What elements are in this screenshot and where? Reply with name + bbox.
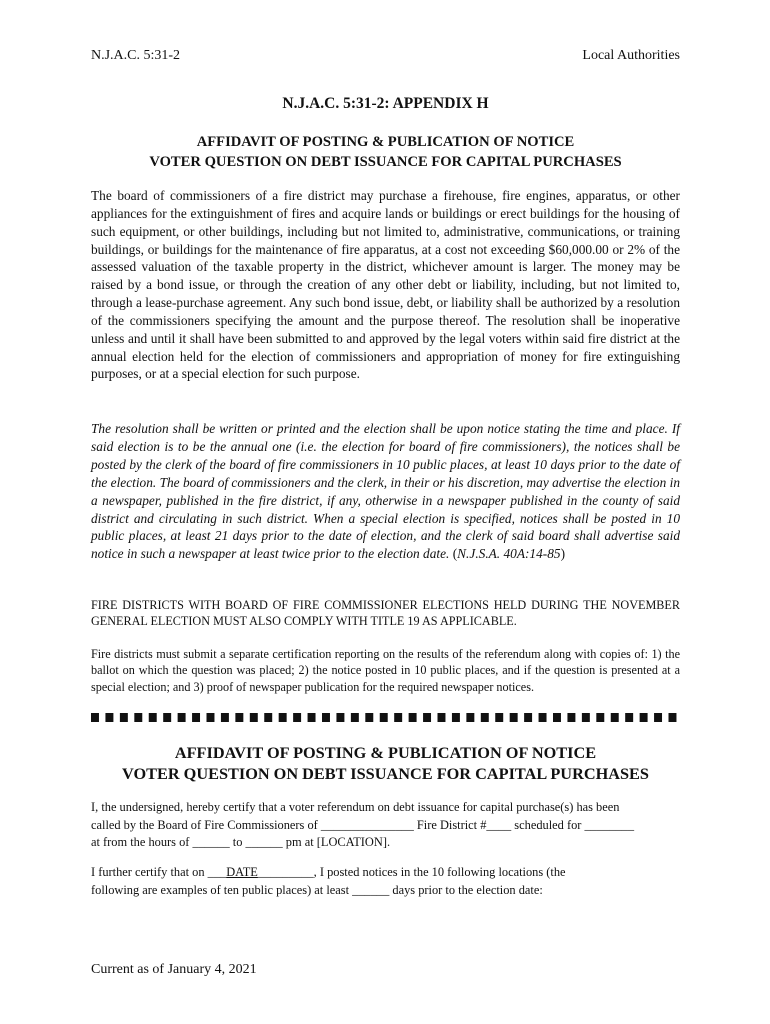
page-footer: Current as of January 4, 2021 xyxy=(91,962,257,977)
notice-text: The resolution shall be written or printed and the election shall be upon notice stating the time and place. If said election is to be the annual one (i.e. the election for board of fire commissioners), the notices shall be posted by the clerk of the board of fire commissioners in 10 public places, at least 10 days prior to the date of the election. The board of commissioners and the clerk, in their or his discretion, may advertise the election in a newspaper, published in the fire district, if any, otherwise in a newspaper published in the county of said district and circulating in such district. When a special election is specified, notices shall be posted in 10 public places, at least 21 days prior to the date of election, and the clerk of said board shall advertise said notice in such a newspaper at least twice prior to the election date. xyxy=(91,421,680,562)
certification-line-2: called by the Board of Fire Commissioners of _______________ Fire District #____ scheduled for ________ xyxy=(91,817,635,832)
page-subtitle xyxy=(91,133,680,172)
citation-close: ) xyxy=(560,546,566,562)
statute-paragraph: The board of commissioners of a fire district may purchase a firehouse, fire engines, apparatus, or other appliances for the extinguishment of fires and acquire lands or buildings or erect buildings for the housing of such equipment, or other buildings, including but not limited to, administrative, communications, or training buildings, or buildings for the maintenance of fire apparatus, at a cost not exceeding $60,000.00 or 2% of the assessed valuation of the taxable property in the district, whichever amount is larger. The money may be raised by a bond issue, or through the creation of any other debt or liability, including, but not limited to, through a lease-purchase agreement. Any such bond issue, debt, or liability shall be authorized by a resolution of the commissioners specifying the amount and the purpose thereof. The resolution shall be inoperative unless and until it shall have been submitted to and approved by the legal voters within said fire district at the annual election held for the election of commissioners and appropriation of money for fire extinguishing purposes, or at a special election for such purpose. xyxy=(91,188,680,382)
section-divider xyxy=(91,713,680,722)
date-field: DATE xyxy=(226,865,258,879)
posting-prefix: I further certify that on ___ xyxy=(91,865,227,879)
page-title: N.J.A.C. 5:31-2: APPENDIX H xyxy=(282,95,489,112)
subtitle-line-1: AFFIDAVIT OF POSTING & PUBLICATION OF NOTICE xyxy=(196,134,575,150)
citation-open: ( xyxy=(449,546,458,562)
posting-suffix: _________, I posted notices in the 10 following locations (the xyxy=(257,865,566,879)
document-page xyxy=(91,0,680,1024)
posting-statement xyxy=(91,864,680,899)
affidavit-title-line-2: VOTER QUESTION ON DEBT ISSUANCE FOR CAPITAL PURCHASES xyxy=(122,764,649,783)
header-section: Local Authorities xyxy=(582,48,680,63)
posting-line-2: following are examples of ten public places) at least ______ days prior to the election date: xyxy=(91,882,543,897)
header-citation: N.J.A.C. 5:31-2 xyxy=(91,48,181,63)
title-19-notice: FIRE DISTRICTS WITH BOARD OF FIRE COMMISSIONER ELECTIONS HELD DURING THE NOVEMBER GENERAL ELECTION MUST ALSO COMPLY WITH TITLE 19 AS APPLICABLE. xyxy=(91,598,680,629)
affidavit-title-line-1: AFFIDAVIT OF POSTING & PUBLICATION OF NOTICE xyxy=(174,743,597,762)
certification-line-1: I, the undersigned, hereby certify that a voter referendum on debt issuance for capital purchase(s) has been xyxy=(91,800,620,814)
certification-statement xyxy=(91,799,680,852)
subtitle-line-2: VOTER QUESTION ON DEBT ISSUANCE FOR CAPITAL PURCHASES xyxy=(149,153,622,170)
statute-citation: N.J.S.A. 40A:14-85 xyxy=(457,546,561,562)
notice-paragraph xyxy=(91,420,680,563)
certification-requirements: Fire districts must submit a separate certification reporting on the results of the referendum along with copies of: 1) the ballot on which the question was placed; 2) the notice posted in 10 public places, and if the question is presented at a special election; and 3) proof of newspaper publication for the required newspaper notices. xyxy=(91,647,680,694)
certification-line-3: at from the hours of ______ to ______ pm at [LOCATION]. xyxy=(91,835,391,849)
affidavit-title xyxy=(83,742,688,784)
